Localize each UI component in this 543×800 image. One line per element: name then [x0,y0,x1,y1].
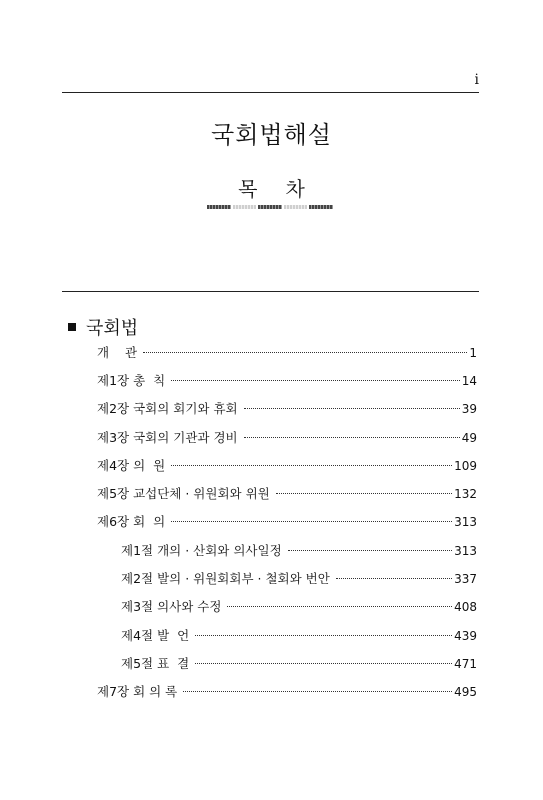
header-rule [62,92,479,93]
toc-entry-label: 제2절 발의 · 위원회회부 · 철회와 번안 [121,571,330,586]
section-rule [62,291,479,292]
toc-entry-label: 제5절 표 결 [121,656,190,671]
toc-subentry[interactable] [121,598,477,616]
dot-leader [288,550,452,551]
ornament-segment [309,205,333,209]
toc-entry-label: 제1절 개의 · 산회와 의사일정 [121,543,282,558]
toc-entry-page: 313 [454,544,477,558]
dot-leader [244,437,460,438]
toc-entry[interactable] [97,429,477,447]
toc-entry-page: 313 [454,515,477,529]
toc-entry-page: 39 [461,402,477,416]
dot-leader [195,663,452,664]
toc-entry-label: 제1장 총 칙 [97,373,166,388]
ornament-segment [258,205,282,209]
toc-entry-label: 제4절 발 언 [121,628,190,643]
toc-entry-page: 1 [469,346,477,360]
toc-subentry[interactable] [121,655,477,673]
dot-leader [244,408,460,409]
toc-entry-page: 14 [461,374,477,388]
dot-leader [171,380,460,381]
toc-entry-label: 제3장 국회의 기관과 경비 [97,430,238,445]
section-heading [68,314,138,340]
dot-leader [171,465,452,466]
toc-entry-label: 제2장 국회의 회기와 휴회 [97,401,238,416]
toc-entry-page: 439 [454,629,477,643]
toc-entry[interactable] [97,400,477,418]
toc-subentry[interactable] [121,542,477,560]
toc-entry-label: 제7장 회 의 록 [97,684,178,699]
toc-entry-page: 132 [454,487,477,501]
toc-title [0,173,543,202]
dot-leader [171,521,452,522]
ornament-segment [233,205,257,209]
title-ornament [207,205,333,209]
toc-entry-page: 109 [454,459,477,473]
toc-entry-page: 471 [454,657,477,671]
toc-title-char-2: 차 [285,177,305,201]
toc-entry-page: 408 [454,600,477,614]
toc-entry-label: 제3절 의사와 수정 [121,599,222,614]
ornament-segment [207,205,231,209]
book-title: 국회법해설 [211,121,332,149]
toc-entry-page: 49 [461,431,477,445]
square-bullet-icon [68,323,76,331]
toc-entry-label: 제5장 교섭단체 · 위원회와 위원 [97,486,270,501]
toc-entry[interactable] [97,457,477,475]
section-title: 국회법 [86,318,139,339]
toc-entry-page: 337 [454,572,477,586]
toc-entry-label: 제4장 의 원 [97,458,166,473]
toc-subentry[interactable] [121,570,477,588]
toc-entry-label: 개 관 [97,345,138,360]
dot-leader [195,635,452,636]
dot-leader [276,493,452,494]
dot-leader [143,352,467,353]
toc-entry-page: 495 [454,685,477,699]
toc-subentry[interactable] [121,627,477,645]
dot-leader [227,606,452,607]
toc-entry[interactable] [97,513,477,531]
toc-entry[interactable] [97,683,477,701]
toc-entry[interactable] [97,372,477,390]
toc-entry[interactable] [97,344,477,362]
ornament-segment [284,205,308,209]
dot-leader [336,578,452,579]
toc-entry[interactable] [97,485,477,503]
dot-leader [183,691,452,692]
toc-title-char-1: 목 [238,177,258,201]
toc-entry-label: 제6장 회 의 [97,514,166,529]
page-number: i [474,72,479,88]
